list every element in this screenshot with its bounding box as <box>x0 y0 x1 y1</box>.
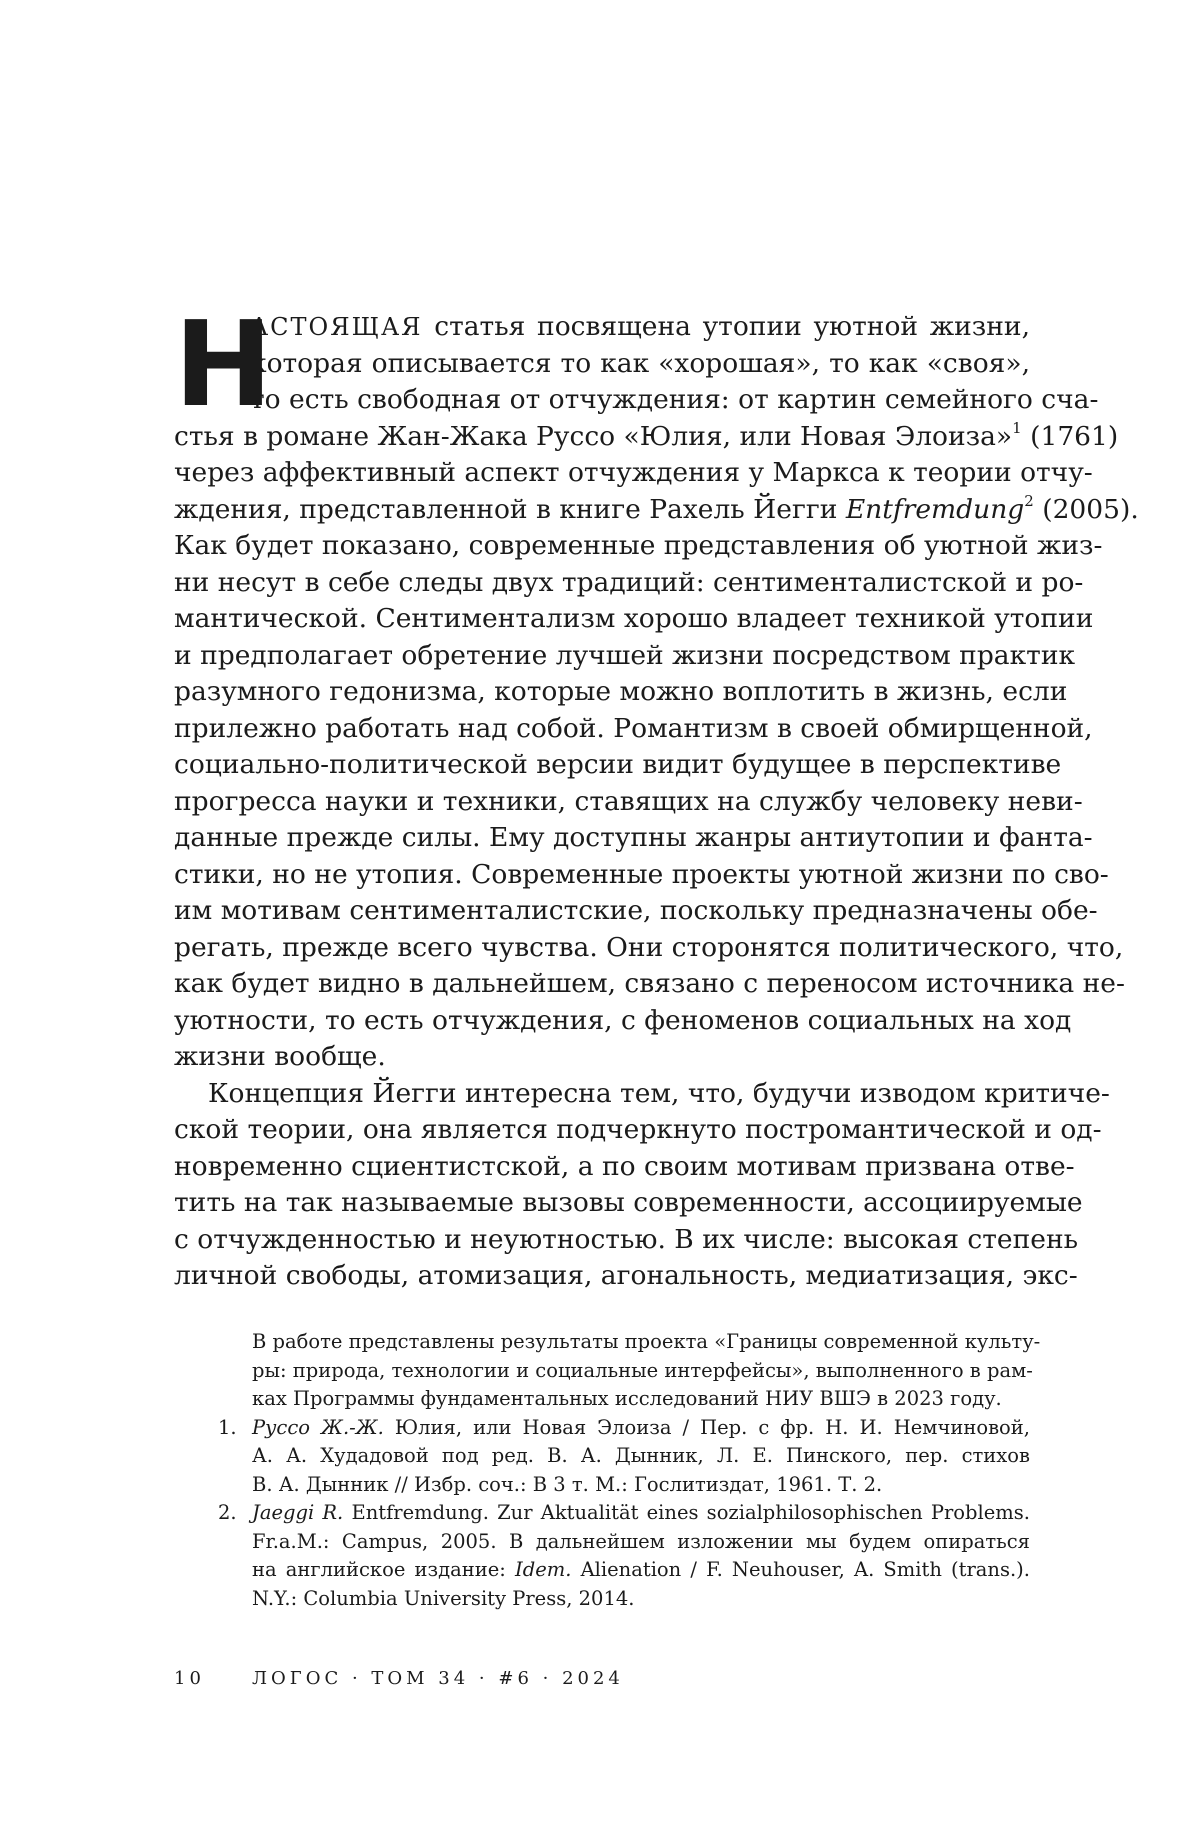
main-text <box>174 295 1139 1295</box>
text-line: ни несут в себе следы двух традиций: сентименталистской и ро- <box>174 566 1084 598</box>
footnote-1: 1. Руссо Ж.-Ж. Юлия, или Новая Элоиза / Пер. с фр. Н. И. Немчиновой, А. А. Худадовой под ред. В. А. Дынник, Л. Е. Пинского, пер. стихов В. А. Дынник // Избр. соч.: В 3 т. М.: Гослитиздат, 1961. Т. 2. <box>218 1415 1030 1496</box>
running-head: ЛОГОС · ТОМ 34 · #6 · 2024 <box>252 1668 624 1689</box>
text-line: им мотивам сентименталистские, поскольку предназначены обе- <box>174 895 1098 926</box>
text-line: прогресса науки и техники, ставящих на службу человеку неви- <box>174 785 1083 817</box>
footnote-author: Руссо Ж.-Ж. <box>252 1415 384 1439</box>
text-line: и предполагает обретение лучшей жизни посредством практик <box>174 639 1076 671</box>
text-line: через аффективный аспект отчуждения у Маркса к теории отчу- <box>174 457 1093 488</box>
text-line: регать, прежде всего чувства. Они сторонятся политического, что, <box>174 931 1124 963</box>
text-line: Концепция Йегги интересна тем, что, будучи изводом критиче- <box>208 1077 1110 1109</box>
text-line: новременно сциентистской, а по своим мотивам призвана отве- <box>174 1150 1075 1182</box>
text-line: социально-политической версии видит будущее в перспективе <box>174 749 1062 780</box>
footnotes <box>218 1328 1041 1613</box>
text-line: мантической. Сентиментализм хорошо владеет техникой утопии <box>174 603 1094 634</box>
footnote-author: Jaeggi R. <box>252 1501 344 1524</box>
footnote-intro-line: ках Программы фундаментальных исследований НИУ ВШЭ в 2023 году. <box>252 1387 1002 1410</box>
text-line: прилежно работать над собой. Романтизм в своей обмирщенной, <box>174 712 1093 744</box>
footnote-ref-2[interactable]: 2 <box>1024 491 1034 510</box>
drop-cap: Н <box>174 295 273 433</box>
text-line: ждения, представленной в книге Рахель Йегги Entfremdung$^2$ (2005). <box>174 491 1139 525</box>
footnote-2: 2. Jaeggi R. Entfremdung. Zur Aktualität eines sozialphilosophischen Problems. Fr.a.M.: Campus, 2005. В дальнейшем изложении мы будем опираться на английское издание: Idem. Alienation / F. Neuhouser, A. Smith (trans.). N.Y.: Columbia University Press, 2014. <box>218 1501 1030 1610</box>
text-line: с отчужденностью и неуютностью. В их числе: высокая степень <box>174 1223 1079 1255</box>
text-line: жизни вообще. <box>174 1041 386 1072</box>
footnote-ref-1[interactable]: 1 <box>1012 418 1022 437</box>
footnote-intro-line: ры: природа, технологии и социальные интерфейсы», выполненного в рам- <box>252 1358 1033 1382</box>
text-line: разумного гедонизма, которые можно воплотить в жизнь, если <box>174 676 1068 707</box>
lead-in-smallcaps: АСТОЯЩАЯ <box>250 313 423 341</box>
text-line: Как будет показано, современные представления об уютной жиз- <box>174 530 1103 561</box>
text-line: уютности, то есть отчуждения, с феноменов социальных на ход <box>174 1004 1072 1036</box>
text-line: как будет видно в дальнейшем, связано с переносом источника не- <box>174 968 1125 999</box>
text-line: АСТОЯЩАЯ статья посвящена утопии уютной жизни, <box>250 311 1030 342</box>
text-line: ской теории, она является подчеркнуто постромантической и од- <box>174 1114 1102 1145</box>
footnote-number: 2. <box>218 1501 237 1524</box>
text-line: личной свободы, атомизация, агональность, медиатизация, экс- <box>174 1260 1078 1291</box>
footnote-number: 1. <box>218 1415 237 1439</box>
text-line: тить на так называемые вызовы современности, ассоциируемые <box>174 1187 1083 1218</box>
footnote-intro-line: В работе представлены результаты проекта «Границы современной культу- <box>252 1330 1041 1353</box>
text-line: стья в романе Жан-Жака Руссо «Юлия, или Новая Элоиза»$^1$ (1761) <box>174 418 1119 452</box>
text-line: данные прежде силы. Ему доступны жанры антиутопии и фанта- <box>174 822 1093 853</box>
text-line: которая описывается то как «хорошая», то как «своя», <box>250 347 1030 379</box>
text-line: стики, но не утопия. Современные проекты уютной жизни по сво- <box>174 858 1109 890</box>
page-number: 10 <box>174 1668 205 1689</box>
text-line: то есть свободная от отчуждения: от картин семейного сча- <box>250 384 1099 415</box>
book-title-italic: Entfremdung <box>845 493 1025 525</box>
